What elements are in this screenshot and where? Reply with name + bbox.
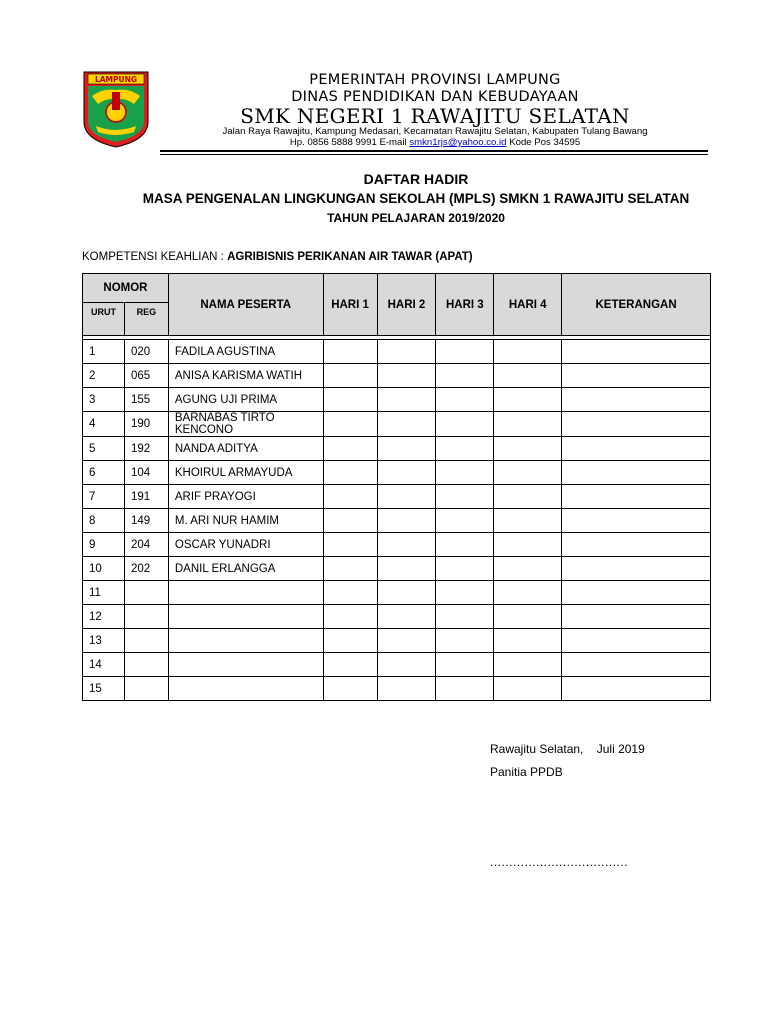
hari4-cell <box>494 485 562 509</box>
urut-cell: 13 <box>83 629 125 653</box>
urut-cell: 4 <box>83 412 125 437</box>
document-subtitle: MASA PENGENALAN LINGKUNGAN SEKOLAH (MPLS) SMKN 1 RAWAJITU SELATAN <box>142 191 690 206</box>
urut-cell: 3 <box>83 388 125 412</box>
nama-cell: M. ARI NUR HAMIM <box>168 509 323 533</box>
urut-cell: 14 <box>83 653 125 677</box>
letterhead-school-name: SMK NEGERI 1 RAWAJITU SELATAN <box>240 104 630 128</box>
table-row <box>83 364 711 388</box>
reg-cell <box>124 653 168 677</box>
keterangan-cell <box>562 485 711 509</box>
table-row <box>83 485 711 509</box>
hari1-cell <box>323 437 377 461</box>
logo-label: LAMPUNG <box>94 75 138 84</box>
reg-cell <box>124 629 168 653</box>
table-row <box>83 677 711 701</box>
hari1-cell <box>323 677 377 701</box>
keterangan-cell <box>562 509 711 533</box>
hari3-cell <box>436 509 494 533</box>
urut-cell: 10 <box>83 557 125 581</box>
document-title: DAFTAR HADIR <box>363 171 469 187</box>
keterangan-cell <box>562 557 711 581</box>
header-hari4: HARI 4 <box>494 274 562 336</box>
header-nama: NAMA PESERTA <box>168 274 323 336</box>
hari2-cell <box>377 437 436 461</box>
hari1-cell <box>323 412 377 437</box>
hari1-cell <box>323 533 377 557</box>
attendance-table <box>82 273 711 701</box>
lampung-emblem-logo <box>82 70 150 148</box>
reg-cell: 149 <box>124 509 168 533</box>
table-row <box>83 605 711 629</box>
letterhead-rule-thin <box>160 154 708 155</box>
hari2-cell <box>377 605 436 629</box>
hari1-cell <box>323 557 377 581</box>
hari2-cell <box>377 653 436 677</box>
hari3-cell <box>436 605 494 629</box>
nama-cell: DANIL ERLANGGA <box>168 557 323 581</box>
letterhead-phone: Hp. 0856 5888 9991 E-mail <box>289 137 407 148</box>
urut-cell: 1 <box>83 340 125 364</box>
header-keterangan: KETERANGAN <box>562 274 711 336</box>
reg-cell: 065 <box>124 364 168 388</box>
hari3-cell <box>436 581 494 605</box>
kompetensi-line <box>82 251 473 263</box>
header-hari3: HARI 3 <box>436 274 494 336</box>
nama-cell: ARIF PRAYOGI <box>168 485 323 509</box>
hari3-cell <box>436 364 494 388</box>
hari3-cell <box>436 437 494 461</box>
table-row <box>83 461 711 485</box>
hari2-cell <box>377 581 436 605</box>
kompetensi-label: KOMPETENSI KEAHLIAN : <box>82 251 228 263</box>
nama-cell <box>168 581 323 605</box>
hari4-cell <box>494 388 562 412</box>
hari4-cell <box>494 509 562 533</box>
table-row <box>83 557 711 581</box>
reg-cell <box>124 581 168 605</box>
urut-cell: 12 <box>83 605 125 629</box>
hari4-cell <box>494 605 562 629</box>
nama-cell <box>168 677 323 701</box>
hari4-cell <box>494 557 562 581</box>
signature-role: Panitia PPDB <box>490 765 563 779</box>
urut-cell: 2 <box>83 364 125 388</box>
urut-cell: 5 <box>83 437 125 461</box>
letterhead-contact <box>160 137 710 148</box>
signature-place-date: Rawajitu Selatan, Juli 2019 <box>490 742 645 756</box>
hari1-cell <box>323 509 377 533</box>
hari3-cell <box>436 412 494 437</box>
hari3-cell <box>436 340 494 364</box>
hari1-cell <box>323 340 377 364</box>
hari2-cell <box>377 485 436 509</box>
hari3-cell <box>436 629 494 653</box>
header-hari1: HARI 1 <box>323 274 377 336</box>
hari1-cell <box>323 605 377 629</box>
letterhead-province: PEMERINTAH PROVINSI LAMPUNG <box>309 72 561 88</box>
header-urut: URUT <box>83 303 125 336</box>
hari1-cell <box>323 485 377 509</box>
reg-cell: 191 <box>124 485 168 509</box>
hari1-cell <box>323 653 377 677</box>
nama-cell: OSCAR YUNADRI <box>168 533 323 557</box>
header-hari2: HARI 2 <box>377 274 436 336</box>
hari1-cell <box>323 581 377 605</box>
urut-cell: 7 <box>83 485 125 509</box>
table-row <box>83 653 711 677</box>
nama-cell <box>168 605 323 629</box>
letterhead-department: DINAS PENDIDIKAN DAN KEBUDAYAAN <box>291 89 579 105</box>
reg-cell: 204 <box>124 533 168 557</box>
keterangan-cell <box>562 677 711 701</box>
reg-cell: 155 <box>124 388 168 412</box>
nama-cell: AGUNG UJI PRIMA <box>168 388 323 412</box>
urut-cell: 11 <box>83 581 125 605</box>
hari2-cell <box>377 557 436 581</box>
hari1-cell <box>323 388 377 412</box>
keterangan-cell <box>562 653 711 677</box>
letterhead-email-link[interactable]: smkn1rjs@yahoo.co.id <box>409 137 507 148</box>
nama-cell: NANDA ADITYA <box>168 437 323 461</box>
urut-cell: 9 <box>83 533 125 557</box>
kompetensi-value: AGRIBISNIS PERIKANAN AIR TAWAR (APAT) <box>227 251 473 263</box>
reg-cell: 202 <box>124 557 168 581</box>
hari3-cell <box>436 461 494 485</box>
reg-cell: 190 <box>124 412 168 437</box>
keterangan-cell <box>562 364 711 388</box>
reg-cell: 020 <box>124 340 168 364</box>
keterangan-cell <box>562 629 711 653</box>
table-row <box>83 533 711 557</box>
nama-cell <box>168 629 323 653</box>
reg-cell: 192 <box>124 437 168 461</box>
hari4-cell <box>494 533 562 557</box>
keterangan-cell <box>562 437 711 461</box>
urut-cell: 8 <box>83 509 125 533</box>
header-reg: REG <box>124 303 168 336</box>
keterangan-cell <box>562 388 711 412</box>
nama-cell: KHOIRUL ARMAYUDA <box>168 461 323 485</box>
hari4-cell <box>494 653 562 677</box>
hari1-cell <box>323 364 377 388</box>
attendance-table-body <box>83 336 711 701</box>
reg-cell <box>124 677 168 701</box>
hari3-cell <box>436 653 494 677</box>
hari2-cell <box>377 461 436 485</box>
hari3-cell <box>436 677 494 701</box>
hari3-cell <box>436 485 494 509</box>
hari4-cell <box>494 581 562 605</box>
hari4-cell <box>494 461 562 485</box>
hari4-cell <box>494 364 562 388</box>
table-row <box>83 629 711 653</box>
keterangan-cell <box>562 605 711 629</box>
table-row <box>83 581 711 605</box>
hari1-cell <box>323 461 377 485</box>
hari4-cell <box>494 340 562 364</box>
hari2-cell <box>377 412 436 437</box>
letterhead-rule-thick <box>160 150 708 152</box>
hari3-cell <box>436 533 494 557</box>
hari2-cell <box>377 629 436 653</box>
keterangan-cell <box>562 412 711 437</box>
document-year: TAHUN PELAJARAN 2019/2020 <box>327 211 505 225</box>
hari2-cell <box>377 388 436 412</box>
nama-cell <box>168 653 323 677</box>
keterangan-cell <box>562 340 711 364</box>
hari3-cell <box>436 557 494 581</box>
table-row <box>83 388 711 412</box>
hari4-cell <box>494 412 562 437</box>
hari4-cell <box>494 677 562 701</box>
hari2-cell <box>377 533 436 557</box>
urut-cell: 6 <box>83 461 125 485</box>
table-row <box>83 412 711 437</box>
table-row <box>83 437 711 461</box>
hari3-cell <box>436 388 494 412</box>
hari1-cell <box>323 629 377 653</box>
keterangan-cell <box>562 461 711 485</box>
nama-cell: ANISA KARISMA WATIH <box>168 364 323 388</box>
letterhead-address: Jalan Raya Rawajitu, Kampung Medasari, Kecamatan Rawajitu Selatan, Kabupaten Tulang Bawang <box>222 126 648 137</box>
hari2-cell <box>377 364 436 388</box>
hari4-cell <box>494 437 562 461</box>
keterangan-cell <box>562 533 711 557</box>
urut-cell: 15 <box>83 677 125 701</box>
signature-line: .................................... <box>490 855 629 869</box>
hari4-cell <box>494 629 562 653</box>
letterhead-postal: Kode Pos 34595 <box>509 137 581 148</box>
table-row <box>83 509 711 533</box>
nama-cell: BARNABAS TIRTO KENCONO <box>168 412 323 437</box>
header-nomor: NOMOR <box>83 274 169 303</box>
table-row <box>83 340 711 364</box>
hari2-cell <box>377 677 436 701</box>
hari2-cell <box>377 509 436 533</box>
keterangan-cell <box>562 581 711 605</box>
reg-cell: 104 <box>124 461 168 485</box>
reg-cell <box>124 605 168 629</box>
nama-cell: FADILA AGUSTINA <box>168 340 323 364</box>
hari2-cell <box>377 340 436 364</box>
